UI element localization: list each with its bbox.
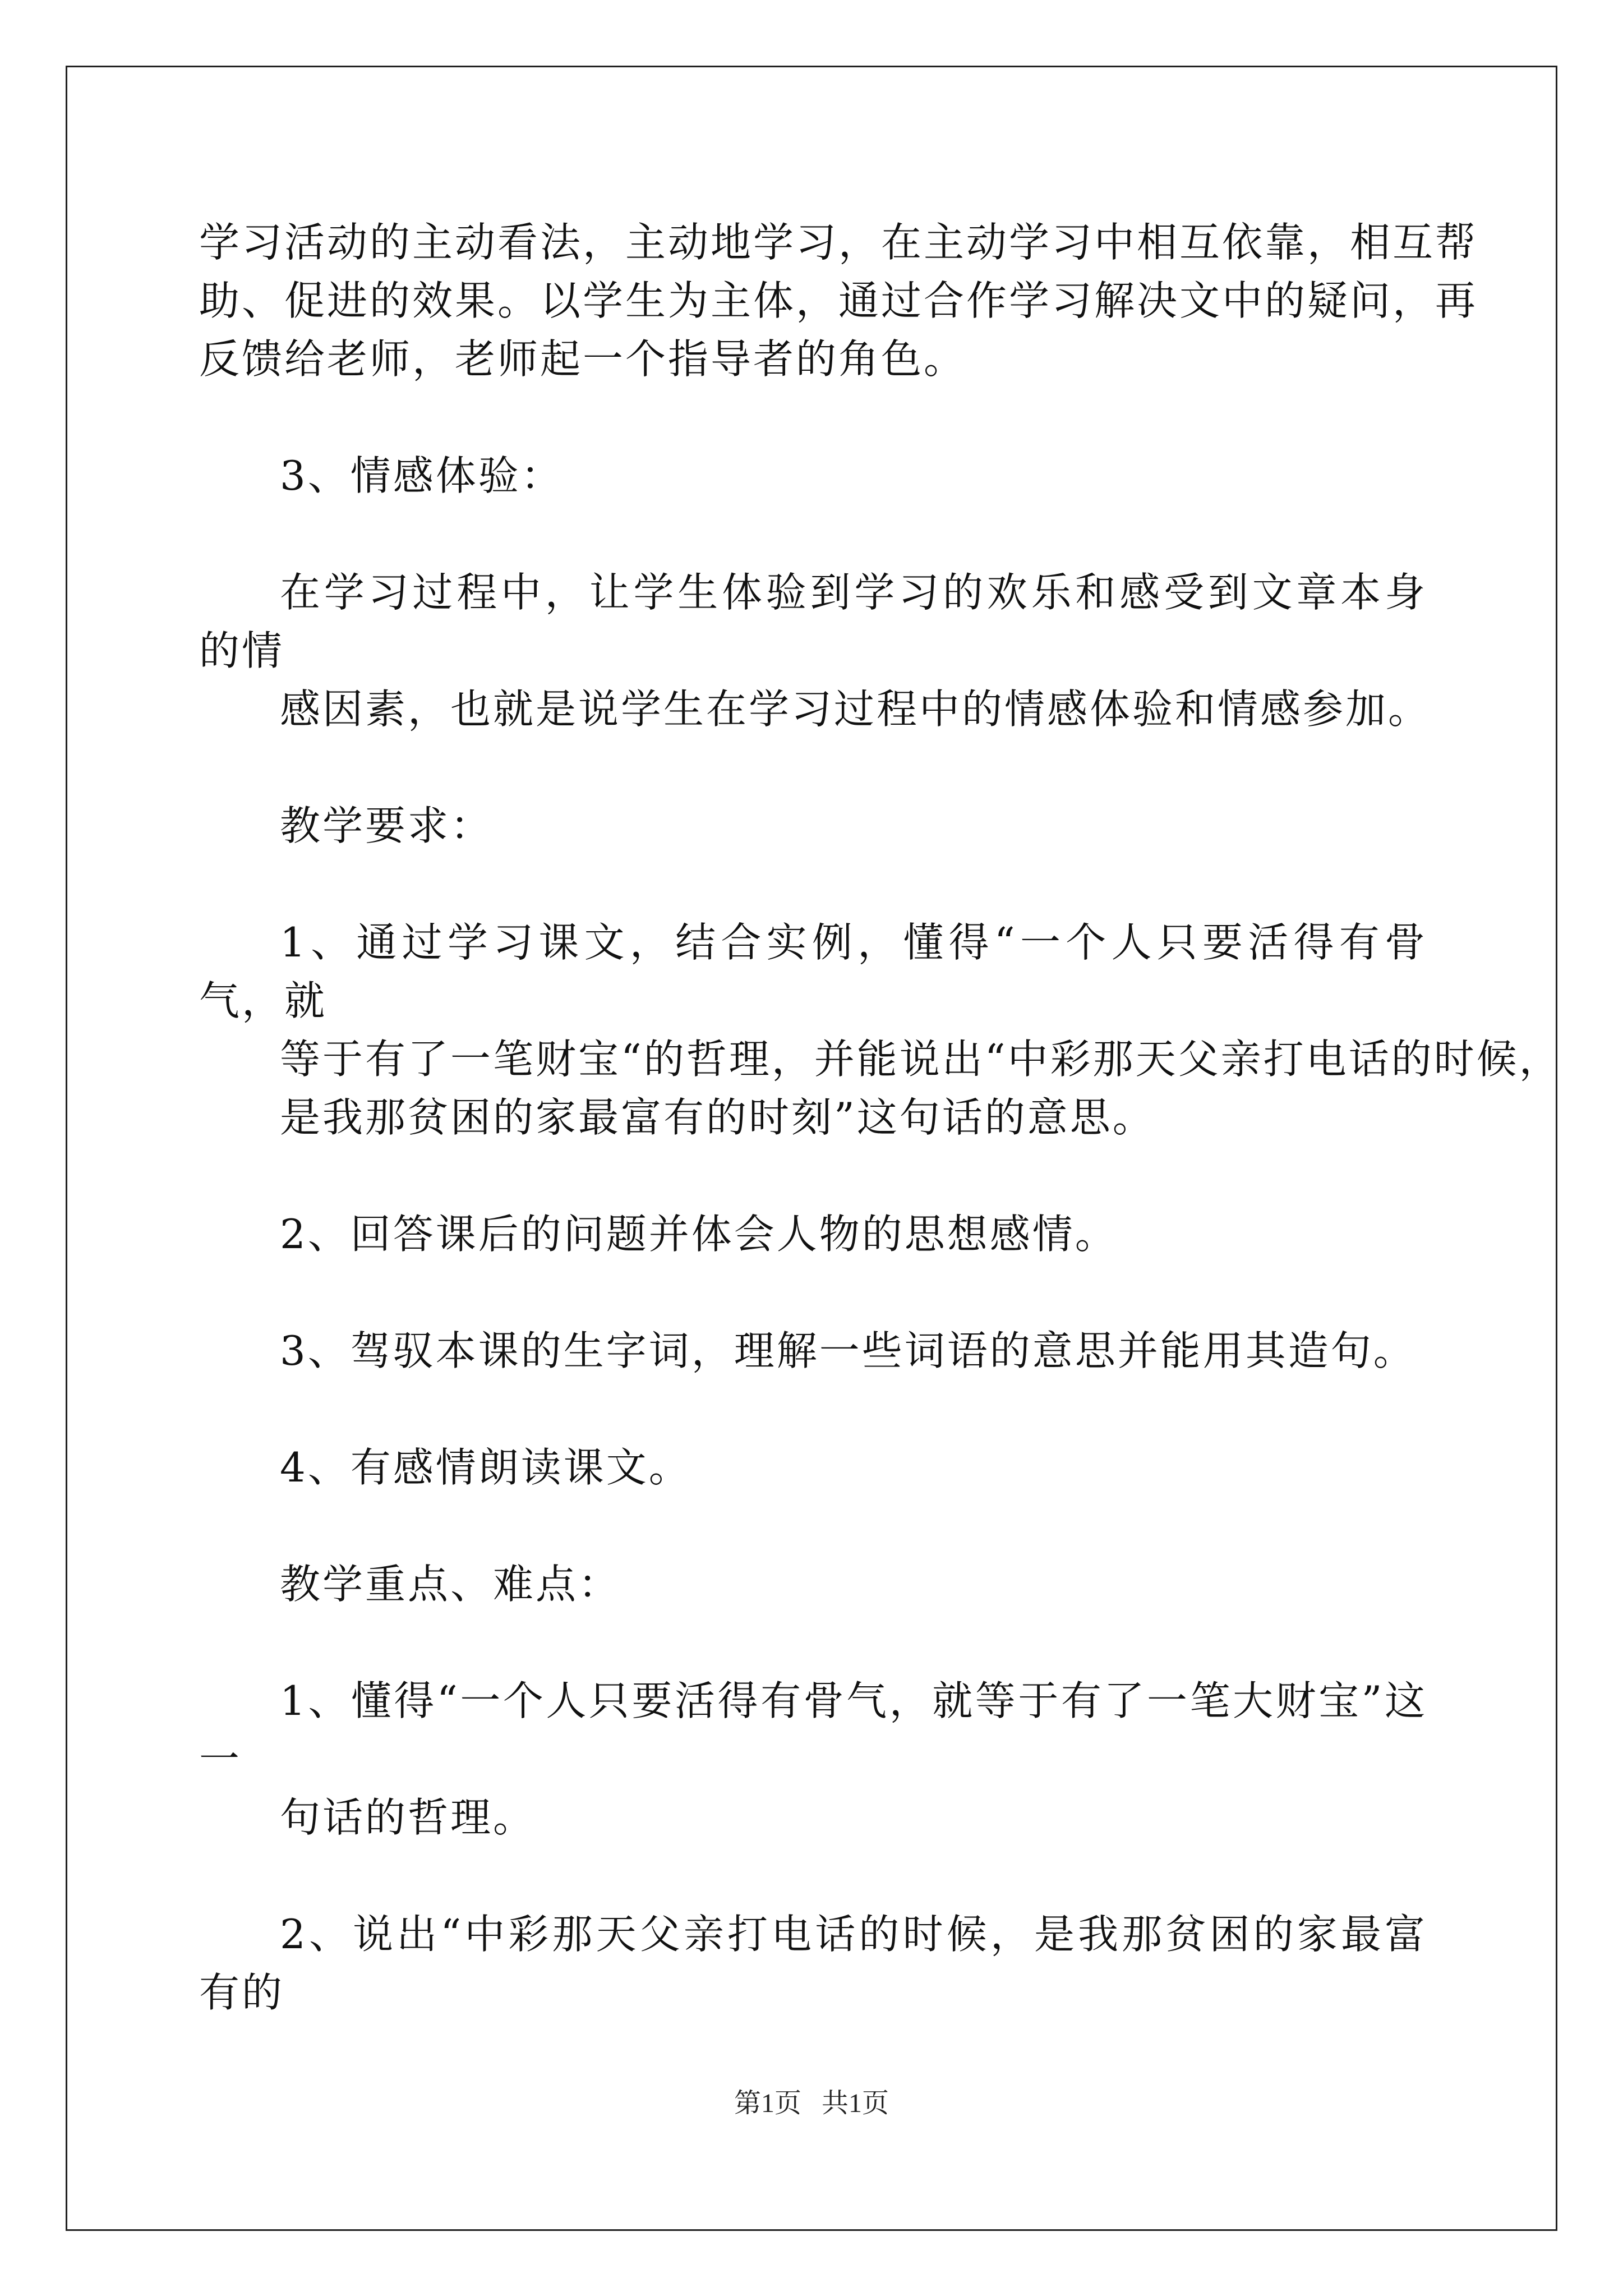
text-line: 句话的哲理。	[280, 1794, 536, 1841]
section-heading-emotion	[199, 447, 1427, 505]
text-line: 1、通过学习课文，结合实例，懂得“一个人只要活得有骨气，就	[199, 919, 1427, 1024]
heading-text: 3、情感体验：	[280, 452, 564, 499]
text-line: 等于有了一笔财宝“的哲理，并能说出“中彩那天父亲打电话的时候，	[280, 1036, 1562, 1083]
list-item	[199, 1672, 1427, 1847]
page-total: 共1页	[822, 2088, 889, 2118]
text-line: 在学习过程中，让学生体验到学习的欢乐和感受到文章本身的情	[199, 569, 1427, 674]
text-line: 2、说出“中彩那天父亲打电话的时候，是我那贫困的家最富有的	[199, 1911, 1427, 2016]
text-line: 反馈给老师，老师起一个指导者的角色。	[199, 335, 967, 383]
text-line: 学习活动的主动看法，主动地学习，在主动学习中相互依靠，相互帮	[199, 219, 1478, 266]
text-line: 是我那贫困的家最富有的时刻”这句话的意思。	[280, 1094, 1155, 1141]
text-line: 助、促进的效果。以学生为主体，通过合作学习解决文中的疑问，再	[199, 277, 1478, 324]
list-item	[199, 1438, 1427, 1497]
paragraph	[199, 563, 1431, 738]
heading-text: 教学重点、难点：	[280, 1561, 621, 1608]
section-heading-requirements	[199, 797, 1427, 855]
paragraph	[199, 213, 1478, 388]
page-number: 第1页	[734, 2088, 801, 2118]
text-line: 2、回答课后的问题并体会人物的思想感情。	[280, 1211, 1118, 1258]
section-heading-key-points	[199, 1555, 1427, 1613]
list-item	[199, 1322, 1427, 1380]
text-line: 感因素，也就是说学生在学习过程中的情感体验和情感参加。	[280, 685, 1431, 733]
text-line: 1、懂得“一个人只要活得有骨气，就等于有了一笔大财宝”这一	[199, 1677, 1427, 1783]
document-body	[199, 213, 1562, 2080]
text-line: 3、驾驭本课的生字词，理解一些词语的意思并能用其造句。	[280, 1327, 1416, 1374]
list-item	[199, 1905, 1427, 2022]
list-item	[199, 1205, 1427, 1263]
text-line: 4、有感情朗读课文。	[280, 1444, 691, 1491]
list-item	[199, 913, 1562, 1147]
page-footer	[0, 2081, 1623, 2120]
heading-text: 教学要求：	[280, 802, 494, 849]
